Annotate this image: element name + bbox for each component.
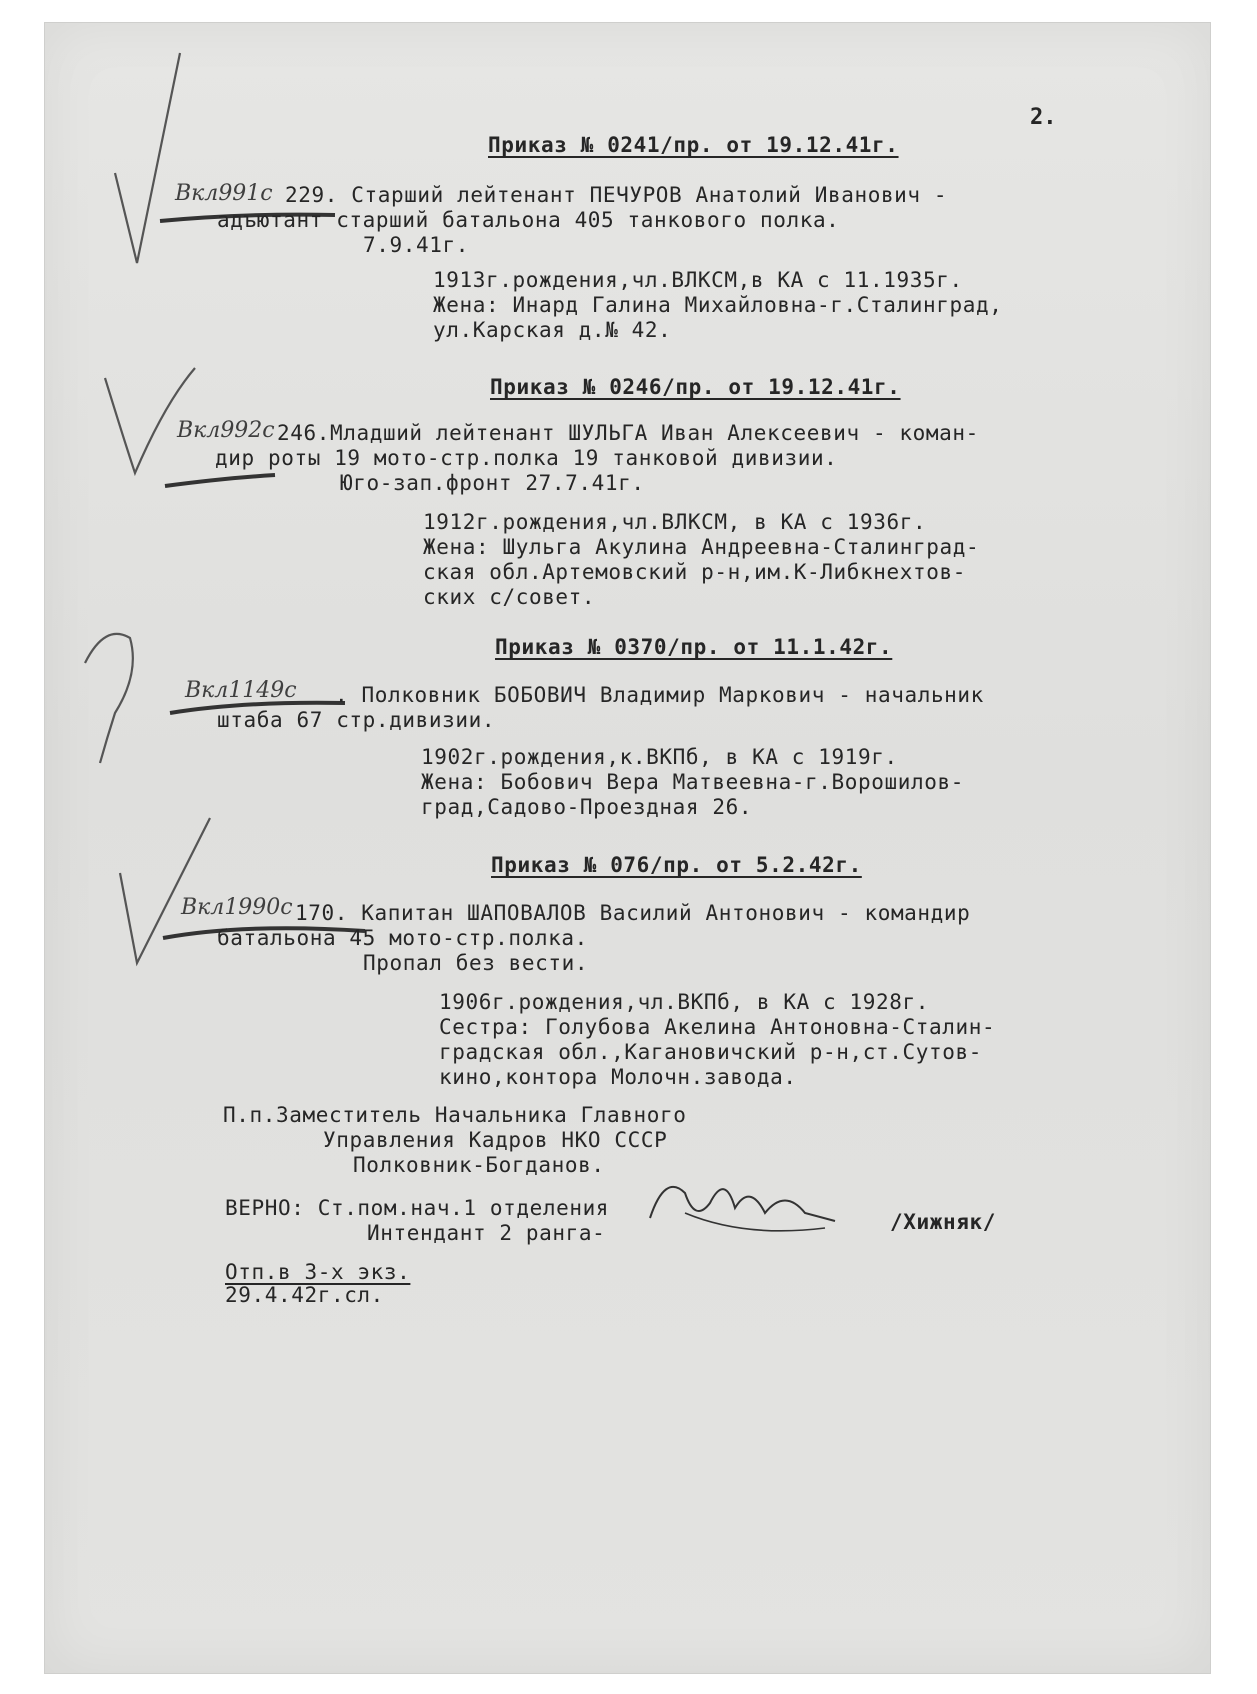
entry-3-bio-3: град,Садово-Проездная 26.	[421, 795, 753, 819]
page-number: 2.	[1030, 105, 1057, 130]
signature-line-1: П.п.Заместитель Начальника Главного	[223, 1103, 687, 1127]
order-heading-3: Приказ № 0370/пр. от 11.1.42г.	[495, 635, 893, 659]
entry-2-line-3: Юго-зап.фронт 27.7.41г.	[340, 471, 645, 495]
entry-4-bio-2: Сестра: Голубова Акелина Антоновна-Сталин-	[439, 1015, 996, 1039]
order-heading-2: Приказ № 0246/пр. от 19.12.41г.	[490, 375, 901, 399]
entry-4-bio-3: градская обл.,Кагановичский р-н,ст.Сутов-	[439, 1040, 982, 1064]
margin-note-3: Вкл1149с	[185, 678, 297, 703]
entry-1-line-3: 7.9.41г.	[363, 233, 469, 257]
entry-1-line-1: 229. Старший лейтенант ПЕЧУРОВ Анатолий Иванович -	[285, 183, 948, 207]
entry-2-bio-4: ских с/совет.	[423, 585, 596, 609]
entry-2-line-1: 246.Младший лейтенант ШУЛЬГА Иван Алексеевич - коман-	[277, 421, 979, 445]
document-page	[44, 22, 1211, 1674]
verification-name: /Хижняк/	[890, 1210, 996, 1234]
entry-3-line-1: . Полковник БОБОВИЧ Владимир Маркович - начальник	[335, 683, 984, 707]
entry-4-line-2: батальона 45 мото-стр.полка.	[217, 926, 588, 950]
entry-2-line-2: дир роты 19 мото-стр.полка 19 танковой дивизии.	[215, 446, 838, 470]
entry-4-bio-1: 1906г.рождения,чл.ВКПб, в КА с 1928г.	[439, 990, 929, 1014]
margin-note-2: Вкл992с	[177, 418, 275, 443]
verification-line-1: ВЕРНО: Ст.пом.нач.1 отделения	[225, 1196, 610, 1220]
signature-line-3: Полковник-Богданов.	[353, 1153, 605, 1177]
signature-line-2: Управления Кадров НКО СССР	[323, 1128, 668, 1152]
entry-1-bio-3: ул.Карская д.№ 42.	[433, 318, 672, 342]
footer-line-2: 29.4.42г.сл.	[225, 1283, 384, 1307]
entry-3-bio-2: Жена: Бобович Вера Матвеевна-г.Ворошилов-	[421, 770, 964, 794]
entry-1-bio-1: 1913г.рождения,чл.ВЛКСМ,в КА с 11.1935г.	[433, 268, 963, 292]
entry-2-bio-1: 1912г.рождения,чл.ВЛКСМ, в КА с 1936г.	[423, 510, 927, 534]
footer-line-1: Отп.в 3-х экз.	[225, 1260, 411, 1284]
verification-line-2: Интендант 2 ранга-	[367, 1221, 606, 1245]
entry-4-bio-4: кино,контора Молочн.завода.	[439, 1065, 797, 1089]
margin-note-4: Вкл1990с	[181, 895, 293, 920]
entry-2-bio-2: Жена: Шульга Акулина Андреевна-Сталинград-	[423, 535, 980, 559]
entry-4-line-3: Пропал без вести.	[363, 951, 589, 975]
margin-note-1: Вкл991с	[175, 181, 273, 206]
entry-3-line-2: штаба 67 стр.дивизии.	[217, 708, 496, 732]
order-heading-1: Приказ № 0241/пр. от 19.12.41г.	[488, 133, 899, 157]
entry-4-line-1: 170. Капитан ШАПОВАЛОВ Василий Антонович - командир	[295, 901, 971, 925]
order-heading-4: Приказ № 076/пр. от 5.2.42г.	[491, 853, 862, 877]
entry-1-line-2: адъютант старший батальона 405 танкового полка.	[217, 208, 840, 232]
entry-3-bio-1: 1902г.рождения,к.ВКПб, в КА с 1919г.	[421, 745, 898, 769]
entry-2-bio-3: ская обл.Артемовский р-н,им.К-Либкнехтов-	[423, 560, 966, 584]
entry-1-bio-2: Жена: Инард Галина Михайловна-г.Сталинград,	[433, 293, 1003, 317]
